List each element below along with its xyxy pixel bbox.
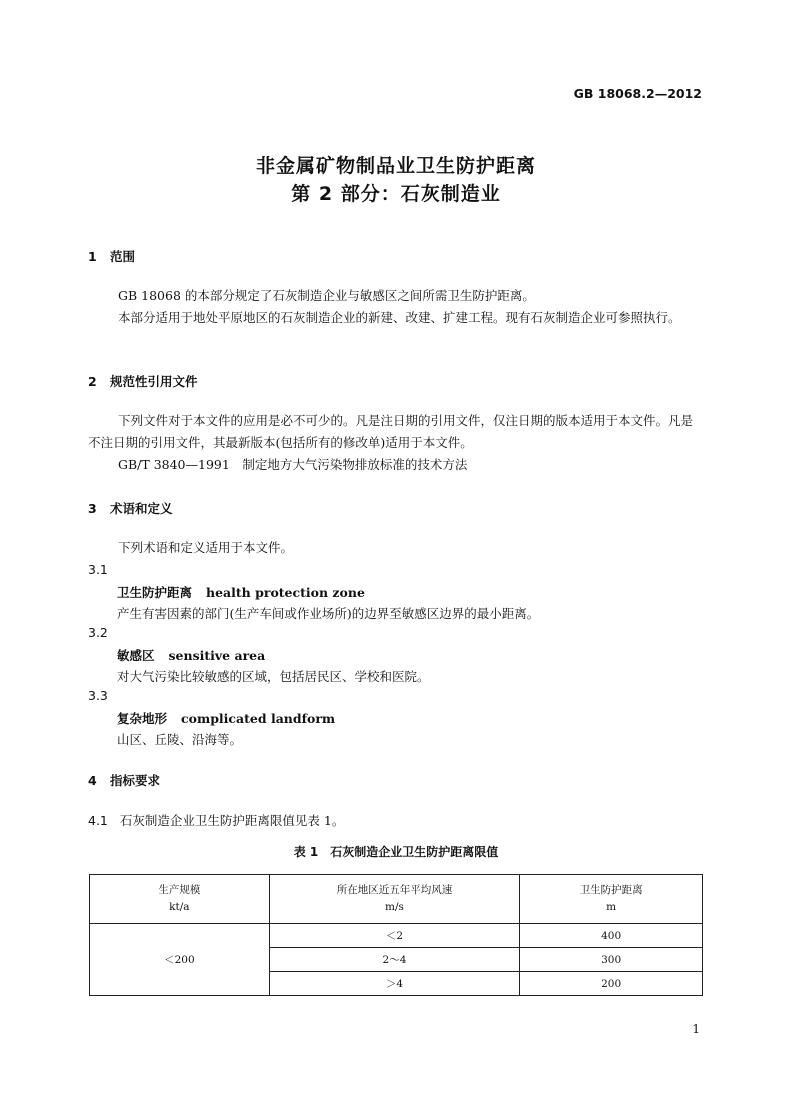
paragraph: 本部分适用于地处平原地区的石灰制造企业的新建、改建、扩建工程。现有石灰制造企业可参照执行。: [118, 310, 681, 325]
normative-reference: GB/T 3840—1991 制定地方大气污染物排放标准的技术方法: [118, 457, 468, 472]
header-name: 所在地区近五年平均风速: [336, 884, 453, 896]
term-en: sensitive area: [168, 648, 266, 663]
paragraph: GB 18068 的本部分规定了石灰制造企业与敏感区之间所需卫生防护距离。: [118, 288, 535, 303]
term-zh: 卫生防护距离: [117, 585, 193, 600]
term-zh: 复杂地形: [117, 711, 168, 726]
clause-4-1: [88, 811, 344, 829]
production-scale-cell: ＜200: [90, 924, 270, 996]
paragraph: 下列文件对于本文件的应用是必不可少的。凡是注日期的引用文件，仅注日期的版本适用于本文件。凡是不注日期的引用文件，其最新版本(包括所有的修改单)适用于本文件。: [88, 413, 694, 450]
section-4-heading: [88, 771, 160, 789]
table-caption: 表 1 石灰制造企业卫生防护距离限值: [293, 845, 499, 859]
term-number: 3.1: [88, 562, 108, 577]
section-title: 规范性引用文件: [110, 374, 198, 389]
header-unit: kt/a: [169, 901, 190, 913]
section-2-heading: [88, 372, 198, 390]
section-title: 范围: [110, 249, 136, 264]
table-header-row: [90, 875, 703, 924]
distance-cell: 300: [520, 948, 703, 972]
term-en: complicated landform: [181, 711, 336, 726]
term-en: health protection zone: [206, 585, 365, 600]
clause-text: 石灰制造企业卫生防护距离限值见表 1。: [119, 813, 345, 828]
section-title: 指标要求: [110, 773, 161, 788]
section-3-heading: [88, 499, 173, 517]
section-title: 术语和定义: [110, 501, 173, 516]
term-entry: [117, 646, 265, 664]
paragraph: 下列术语和定义适用于本文件。: [118, 540, 294, 555]
section-number: 3: [88, 501, 97, 516]
distance-cell: 200: [520, 972, 703, 996]
term-zh: 敏感区: [117, 648, 155, 663]
wind-speed-cell: ＜2: [269, 924, 520, 948]
column-header: [269, 875, 520, 924]
section-number: 4: [88, 773, 97, 788]
term-entry: [117, 709, 335, 727]
section-number: 1: [88, 249, 97, 264]
header-name: 卫生防护距离: [579, 884, 643, 896]
wind-speed-cell: 2～4: [269, 948, 520, 972]
section-1-heading: [88, 247, 135, 265]
limits-table: [89, 874, 703, 996]
term-definition: 山区、丘陵、沿海等。: [117, 732, 243, 747]
document-subtitle: 第 2 部分：石灰制造业: [291, 183, 501, 205]
distance-cell: 400: [520, 924, 703, 948]
standard-code: GB 18068.2—2012: [573, 86, 702, 101]
term-number: 3.3: [88, 688, 108, 703]
term-number: 3.2: [88, 625, 108, 640]
term-entry: [117, 583, 365, 601]
header-name: 生产规模: [158, 884, 201, 896]
table-row: [90, 924, 703, 948]
document-title: 非金属矿物制品业卫生防护距离: [255, 155, 536, 177]
header-unit: m/s: [385, 901, 404, 913]
wind-speed-cell: ＞4: [269, 972, 520, 996]
header-unit: m: [606, 901, 617, 913]
clause-number: 4.1: [88, 813, 108, 828]
term-definition: 产生有害因素的部门(生产车间或作业场所)的边界至敏感区边界的最小距离。: [117, 606, 540, 621]
column-header: [520, 875, 703, 924]
page-number: 1: [692, 1022, 700, 1036]
column-header: [90, 875, 270, 924]
term-definition: 对大气污染比较敏感的区域，包括居民区、学校和医院。: [117, 669, 430, 684]
section-number: 2: [88, 374, 97, 389]
